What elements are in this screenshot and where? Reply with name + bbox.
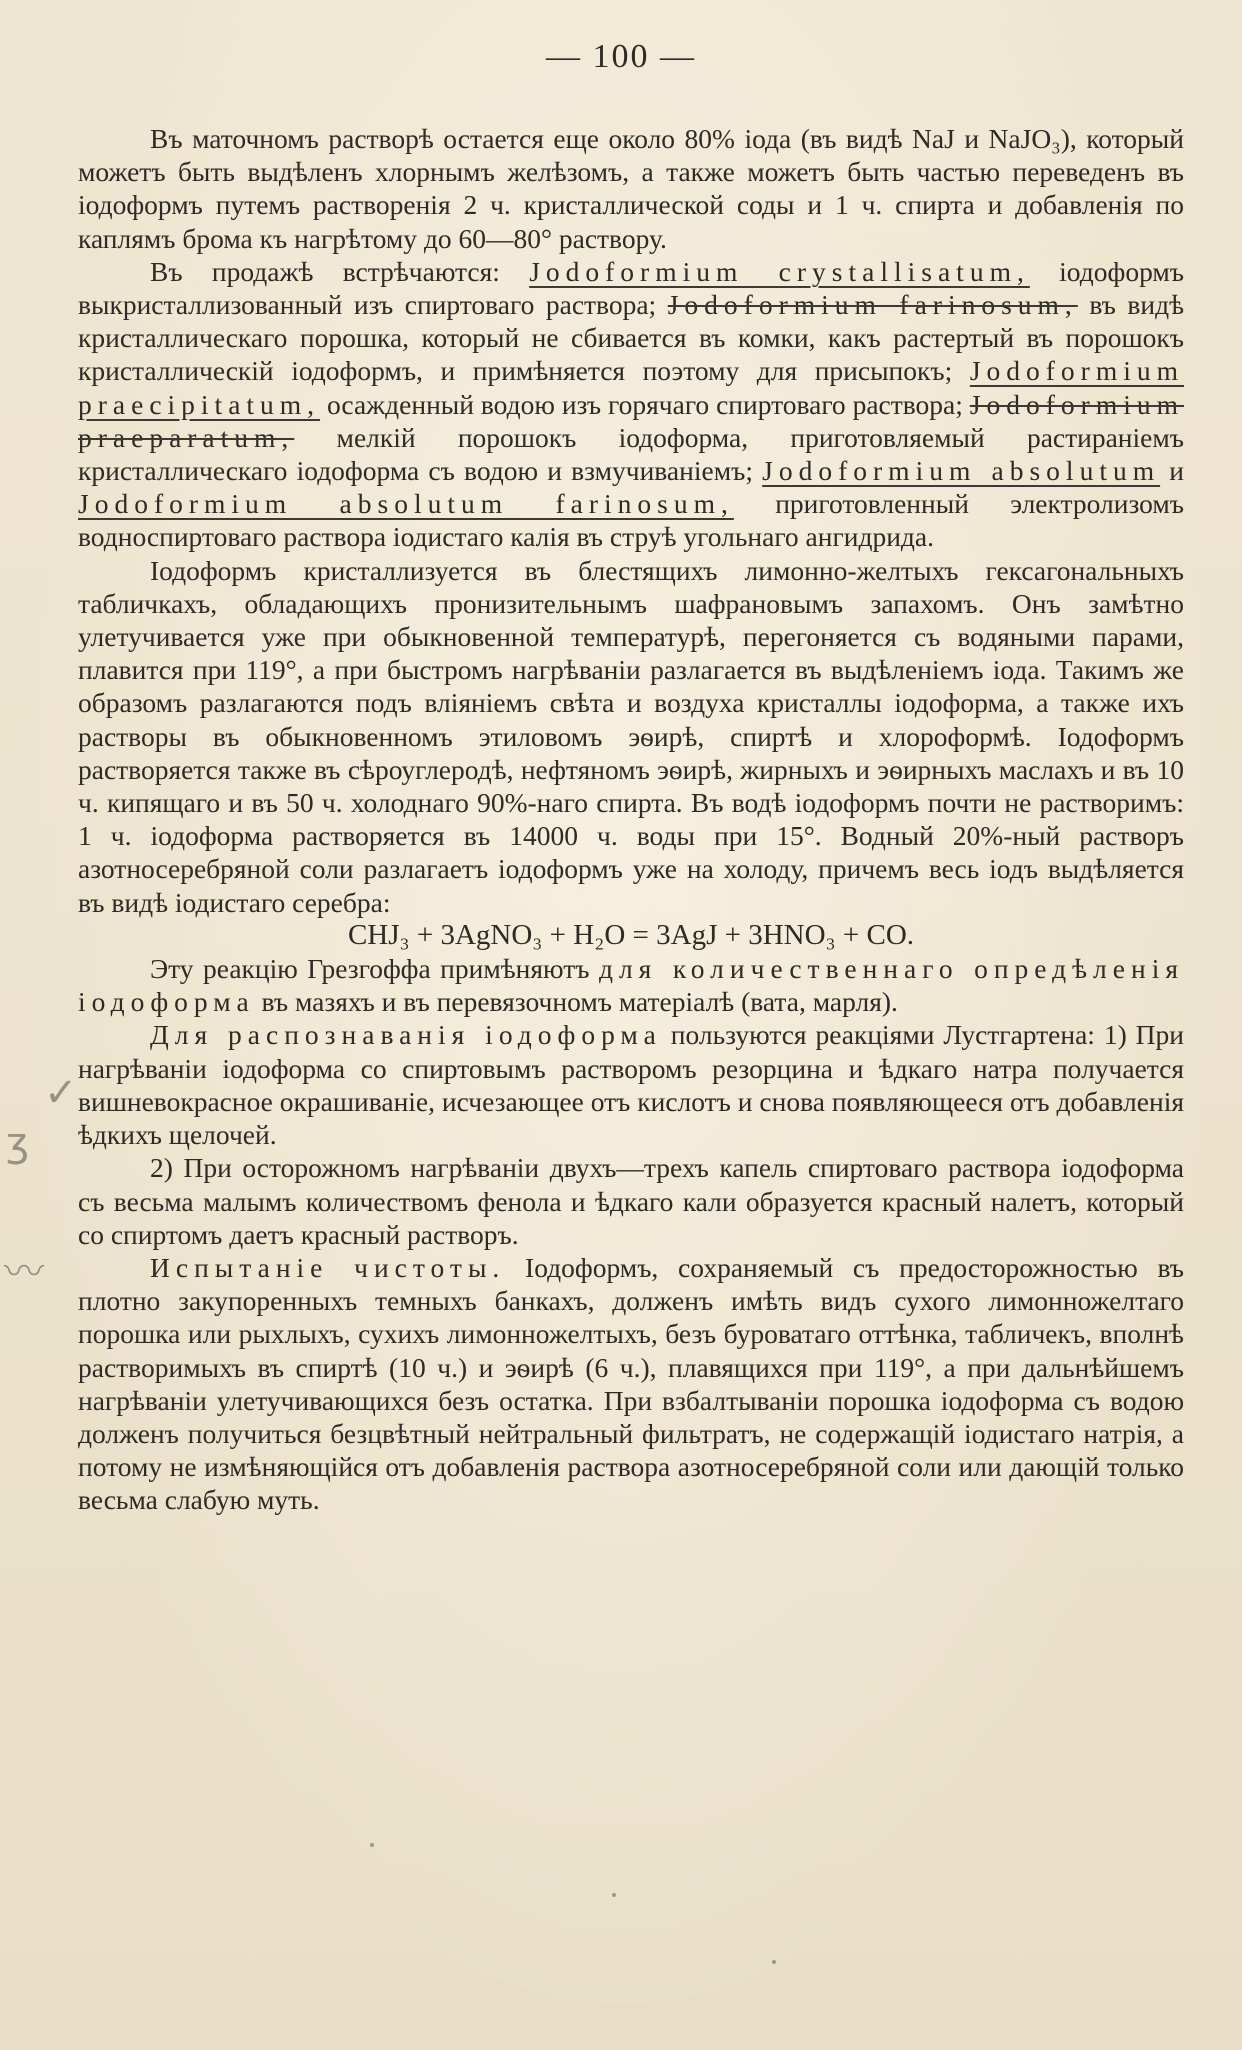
body-text xyxy=(78,122,1184,1517)
detect-spaced: Для распознаванія іодоформа xyxy=(150,1019,662,1051)
paragraph-detection xyxy=(78,1018,1184,1151)
quant-tail: въ мазяхъ и въ перевязочномъ матеріалѣ (вата, марля). xyxy=(261,986,898,1018)
reaction-formula xyxy=(78,919,1184,952)
paragraph-mother-liquor: Въ маточномъ растворѣ остается еще около 80% іода (въ видѣ NaJ и NaJO₃), который можетъ быть выдѣленъ хлорнымъ желѣзомъ, а также можетъ быть частью переведенъ въ іодоформъ путемъ растворенія 2 ч. кристаллической соды и 1 ч. спирта и добавленія по каплямъ брома къ нагрѣтому до 60—80° раствору. xyxy=(78,123,1184,254)
purity-heading: Испытаніе чистоты. xyxy=(150,1251,506,1283)
formula-right: = 3AgJ + 3HNO₃ + CO. xyxy=(632,918,915,951)
term-farinosum: Jodoformium farinosum, xyxy=(667,289,1078,321)
praeparatum-desc: мелкій порошокъ іодоформа, приготовляемый растираніемъ кристаллическаго іодоформа съ водою и взмучиваніемъ; xyxy=(78,421,1184,487)
paragraph-trade-forms xyxy=(78,255,1184,554)
paper-speck xyxy=(370,1843,374,1847)
pencil-wave-mark: 〰 xyxy=(4,1249,44,1295)
purity-text: Іодоформъ, сохраняемый съ предосторожностью въ плотно закупоренныхъ темныхъ банкахъ, долженъ имѣть видъ сухого лимонножелтаго порошка или рыхлыхъ, сухихъ лимонножелтыхъ, безъ буроватаго оттѣнка, табличекъ, вполнѣ растворимыхъ въ спиртѣ (10 ч.) и эѳирѣ (6 ч.), плавящихся при 119°, а при дальнѣйшемъ нагрѣваніи улетучивающихся безъ остатка. При взбалтываніи порошка іодоформа съ водою долженъ получиться безцвѣтный нейтральный фильтратъ, не содержащій іодистаго натрія, а потому не измѣняющійся отъ добавленія раствора азотносеребряной соли или дающій только весьма слабую муть. xyxy=(78,1251,1184,1516)
formula-left: CHJ₃ + 3AgNO₃ + H₂O xyxy=(347,918,626,951)
trade-intro: Въ продажѣ встрѣчаются: xyxy=(150,255,500,287)
page-number: — 100 — xyxy=(546,38,696,75)
paper-speck xyxy=(772,1960,776,1964)
praecipitatum-desc: осажденный водою изъ горячаго спиртоваго раствора; xyxy=(326,388,963,420)
absolutum-desc: приготовленный электролизомъ водноспиртоваго раствора іодистаго калія въ струѣ угольнаго ангидрида. xyxy=(78,488,1184,553)
farinosum-desc: въ видѣ кристаллическаго порошка, который не сбивается въ комки, какъ растертый въ порошокъ кристаллическій іодоформъ, и примѣняется поэтому для присыпокъ; xyxy=(78,289,1185,387)
paragraph-detection-2: 2) При осторожномъ нагрѣваніи двухъ—трехъ капель спиртоваго раствора іодоформа съ весьма малымъ количествомъ фенола и ѣдкаго кали образуется красный налетъ, который со спиртомъ даетъ красный растворъ. xyxy=(78,1152,1184,1250)
detect-text: пользуются реакціями Лустгартена: 1) При нагрѣваніи іодоформа со спиртовымъ растворомъ резорцина и ѣдкаго натра получается вишневокрасное окрашиваніе, исчезающее отъ кислотъ и снова появляющееся отъ добавленія ѣдкихъ щелочей. xyxy=(78,1019,1184,1151)
quant-spaced: для количественнаго опредѣленія іодоформа xyxy=(78,953,1184,1018)
paragraph-properties: Іодоформъ кристаллизуется въ блестящихъ лимонно-желтыхъ гексагональныхъ табличкахъ, обладающихъ пронизительнымъ шафрановымъ запахомъ. Онъ замѣтно улетучивается уже при обыкновенной температурѣ, перегоняется съ водяными парами, плавится при 119°, а при быстромъ нагрѣваніи разлагается въ выдѣленіемъ іода. Такимъ же образомъ разлагаются подъ вліяніемъ свѣта и воздуха кристаллы іодоформа, а также ихъ растворы въ обыкновенномъ этиловомъ эѳирѣ, спиртѣ и хлороформѣ. Іодоформъ растворяется также въ сѣроуглеродѣ, нефтяномъ эѳирѣ, жирныхъ и эѳирныхъ маслахъ и въ 10 ч. кипящаго и въ 50 ч. холоднаго 90%-наго спирта. Въ водѣ іодоформъ почти не растворимъ: 1 ч. іодоформа растворяется въ 14000 ч. воды при 15°. Водный 20%-ный растворъ азотносеребряной соли разлагаетъ іодоформъ уже на холоду, причемъ весь іодъ выдѣляется въ видѣ іодистаго серебра: xyxy=(78,554,1184,918)
quant-lead: Эту реакцію Грезгоффа примѣняютъ xyxy=(150,953,590,985)
paragraph-quantitative xyxy=(78,952,1184,1018)
term-praecipitatum: Jodoformium praecipitatum, xyxy=(78,355,1185,420)
conjunction-and: и xyxy=(1169,455,1185,487)
paragraph-purity xyxy=(78,1251,1184,1517)
term-absolutum: Jodoformium absolutum xyxy=(762,455,1161,487)
term-praeparatum: Jodoformium praeparatum, xyxy=(78,388,1185,453)
pencil-tick-mark: ✓ xyxy=(44,1070,78,1116)
term-absolutum-farinosum: Jodoformium absolutum farinosum, xyxy=(78,488,734,520)
crystallisatum-desc: іодоформъ выкристаллизованный изъ спиртоваго раствора; xyxy=(78,255,1185,321)
term-crystallisatum: Jodoformium crystallisatum, xyxy=(529,255,1030,287)
pencil-squiggle-mark: ʒ xyxy=(6,1120,30,1166)
paper-speck xyxy=(612,1893,616,1897)
